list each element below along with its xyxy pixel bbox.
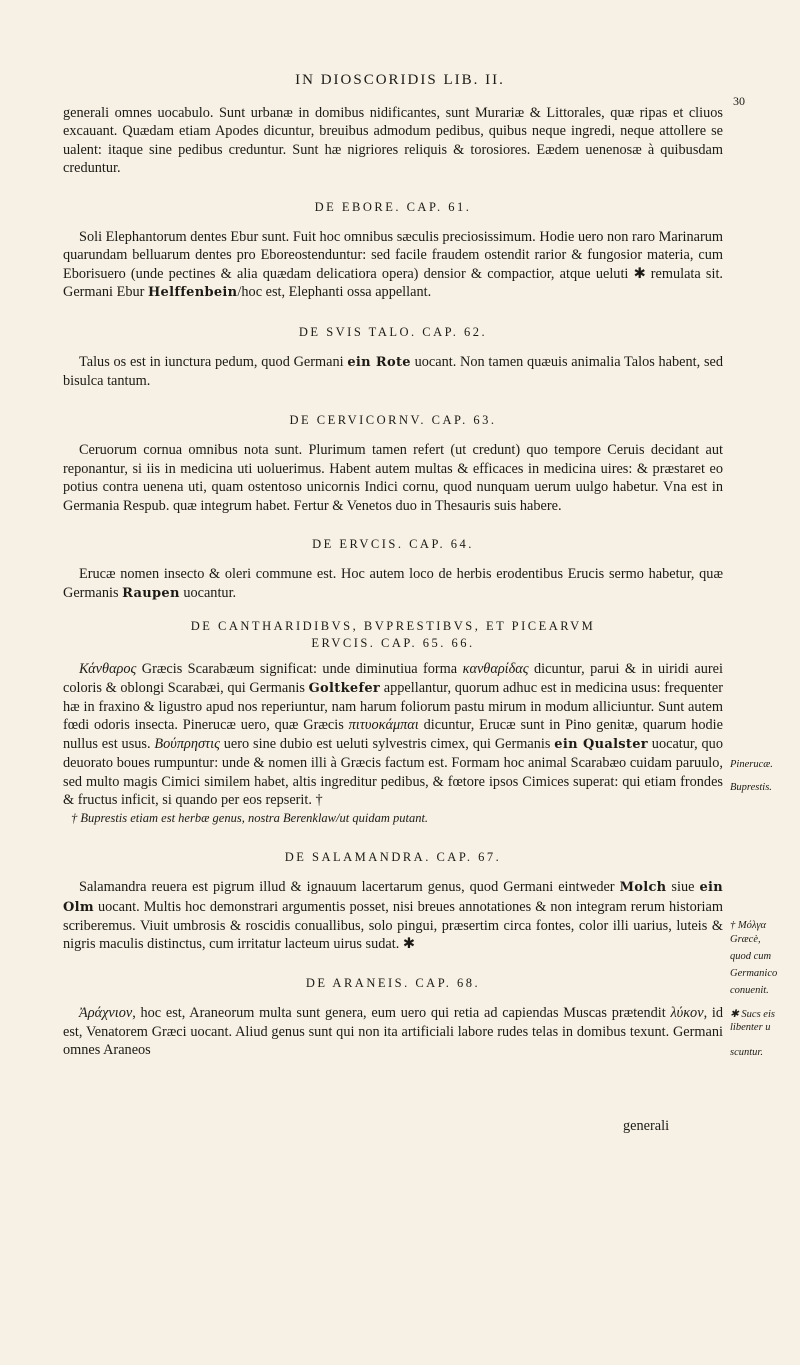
- text-span: uocantur.: [179, 584, 237, 601]
- marginal-note-conuenit: conuenit.: [730, 985, 769, 996]
- marginal-note-germanico: Germanico: [730, 968, 778, 979]
- footnote-buprestis: † Buprestis etiam est herbæ genus, nostra Berenklaw/ut quidam putant.: [71, 811, 429, 826]
- catchword: generali: [623, 1118, 670, 1134]
- blackletter-word: ein Rote: [347, 355, 411, 371]
- blackletter-word: Raupen: [122, 585, 180, 601]
- paragraph-cervicornu: Ceruorum cornua omnibus nota sunt. Plurimum tamen refert (ut credunt) quo tempore Ceruis decidant aut reponantur, si iis in medicina uti uoluerimus. Habent autem multas & efficaces in medicina uires: & præstaret eo potius contra uenena uti, quam ostentoso unicornis Indici cornu, quod nunquam uerum uulgo habetur. Vna est in Germania Respub. quæ integrum habet. Fertur & Venetos duo in Thesauris suis habere.: [63, 442, 723, 514]
- greek-word: κανθαρίδας: [462, 661, 529, 678]
- page-number: 30: [733, 94, 745, 108]
- blackletter-word: Helffenbein: [147, 285, 238, 301]
- blackletter-word: Goltkefer: [308, 680, 381, 696]
- text-span: uero sine dubio est ueluti sylvestris cimex, qui Germanis: [219, 735, 555, 752]
- heading-ebore: DE EBORE. CAP. 61.: [314, 199, 472, 214]
- text-span: /hoc est, Elephanti ossa appellant.: [237, 284, 432, 301]
- marginal-note-molga: † Μόλγα: [730, 920, 767, 931]
- text-span: Salamandra reuera est pigrum illud & ignauum lacertarum genus, quod Germani eintweder: [79, 879, 620, 896]
- blackletter-word: ein Qualster: [554, 736, 648, 752]
- text-span: uocatur, quo deuorato boues rumpuntur: unde & nomen illi à Græcis factum est. Formam hoc animal Scarabæo cuidam paruulo, sed multo magis Cimici similem habet, altis ingreditur pedibus, & fœtore ipsos Cimices superat: qui etiam frondes & fructus inficit, si quando per eos repserit. †: [63, 735, 723, 808]
- paragraph-ebore: [63, 228, 723, 303]
- marginal-note-sucs-eis: ✱ Sucs eis: [730, 1009, 775, 1020]
- text-span: , hoc est, Araneorum multa sunt genera, eum uero qui retia ad capiendas Muscas prætendit: [132, 1005, 671, 1022]
- intro-paragraph: generali omnes uocabulo. Sunt urbanæ in domibus nidificantes, sunt Murariæ & Littorales, quæ ripas et cliuos excauant. Quædam etiam Apodes dicuntur, breuibus admodum pedibus, quibus neque ingredi, neque attollere se ualent: itaque sine pedibus creduntur. Sunt hæ nigriores reliquis & torosiores. Eædem uenenosæ à quibusdam creduntur.: [63, 105, 723, 177]
- marginal-note-libenter: libenter u: [730, 1022, 771, 1033]
- greek-word: Βούπρηστις: [154, 735, 220, 752]
- greek-word: Ἀράχνιον: [79, 1005, 133, 1022]
- text-span: , id est, Venatorem Græci uocant. Aliud genus sunt qui non ita artificiali labore rudes telas in domibus texunt. Germani omnes Araneos: [63, 1005, 723, 1059]
- text-span: dicuntur, parui & in uiridi aurei coloris & oblongi Scarabæi, qui Germanis: [63, 661, 723, 696]
- heading-talo: DE SVIS TALO. CAP. 62.: [298, 324, 488, 339]
- heading-cantharides: [63, 618, 723, 652]
- paragraph-eruca: [63, 565, 723, 603]
- heading-cervicornu: DE CERVICORNV. CAP. 63.: [289, 412, 497, 427]
- text-span: appellantur, quorum adhuc est in medicina usus: frequenter hæ in fraxino & ligustro apud nos reperiuntur, nam harum foliorum pastu mirum in modum alliciuntur. Sunt autem fœdi odoris insecta. Pinerucæ uero, quæ Græcis: [63, 679, 723, 734]
- text-span: siue: [666, 879, 700, 896]
- paragraph-talo: [63, 353, 723, 391]
- greek-word: πιτυοκάμπαι: [348, 717, 419, 734]
- greek-word: λύκον: [670, 1005, 704, 1022]
- text-span: Græcis Scarabæum significat: unde diminutiua forma: [136, 661, 463, 678]
- text-span: Soli Elephantorum dentes Ebur sunt. Fuit hoc omnibus sæculis preciosissimum. Hodie uero non raro Marinarum quarundam belluarum dentes pro Eboreostenduntur: sed facile fraudem ostendit rarior & fungosior materia, cum Eborisuero (unde pectines & alia quædam delicatiora opera) densior & compactior, atque ueluti ✱ remulata sit. Germani Ebur: [63, 229, 723, 301]
- marginal-note-scuntur: scuntur.: [730, 1047, 763, 1058]
- paragraph-salamandra: [63, 878, 723, 954]
- heading-eruca: DE ERVCIS. CAP. 64.: [312, 536, 474, 551]
- blackletter-word: Molch: [619, 880, 667, 896]
- main-text: [63, 104, 723, 1059]
- marginal-note-pinerucae: Pinerucæ.: [730, 759, 773, 770]
- heading-aranei: DE ARANEIS. CAP. 68.: [305, 975, 481, 990]
- heading-cantharides-line-2: ERVCIS. CAP. 65. 66.: [311, 636, 475, 651]
- running-head: IN DIOSCORIDIS LIB. II.: [295, 72, 505, 88]
- heading-salamandra: DE SALAMANDRA. CAP. 67.: [284, 849, 502, 864]
- greek-word: Κάνθαρος: [79, 661, 137, 678]
- paragraph-aranei: [63, 1004, 723, 1059]
- marginal-note-graece: Græcè,: [730, 934, 761, 945]
- marginal-note-buprestis: Buprestis.: [730, 782, 772, 793]
- blackletter-word: ein Olm: [63, 880, 723, 915]
- text-span: uocant. Multis hoc demonstrari argumentis posset, nisi breues annotationes & non integram rerum historiam scriberemus. Viuit umbrosis & roscidis conuallibus, solo pingui, præsertim circa fontes, color illi uarius, luteis & nigris maculis distinctus, cum irritatur lacteum uirus sudat. ✱: [63, 898, 723, 953]
- marginal-note-quod-cum: quod cum: [730, 951, 772, 962]
- text-span: uocant. Non tamen quæuis animalia Talos habent, sed bisulca tantum.: [63, 354, 724, 390]
- paragraph-cantharides: [63, 660, 723, 809]
- text-span: Erucæ nomen insecto & oleri commune est. Hoc autem loco de herbis erodentibus Erucis sermo habetur, quæ Germanis: [63, 566, 723, 601]
- text-span: Talus os est in iunctura pedum, quod Germani: [79, 354, 348, 371]
- text-span: dicuntur, Erucæ sunt in Pino genitæ, quarum hodie nullus est usus.: [63, 717, 723, 752]
- heading-cantharides-line-1: DE CANTHARIDIBVS, BVPRESTIBVS, ET PICEARVM: [190, 619, 596, 634]
